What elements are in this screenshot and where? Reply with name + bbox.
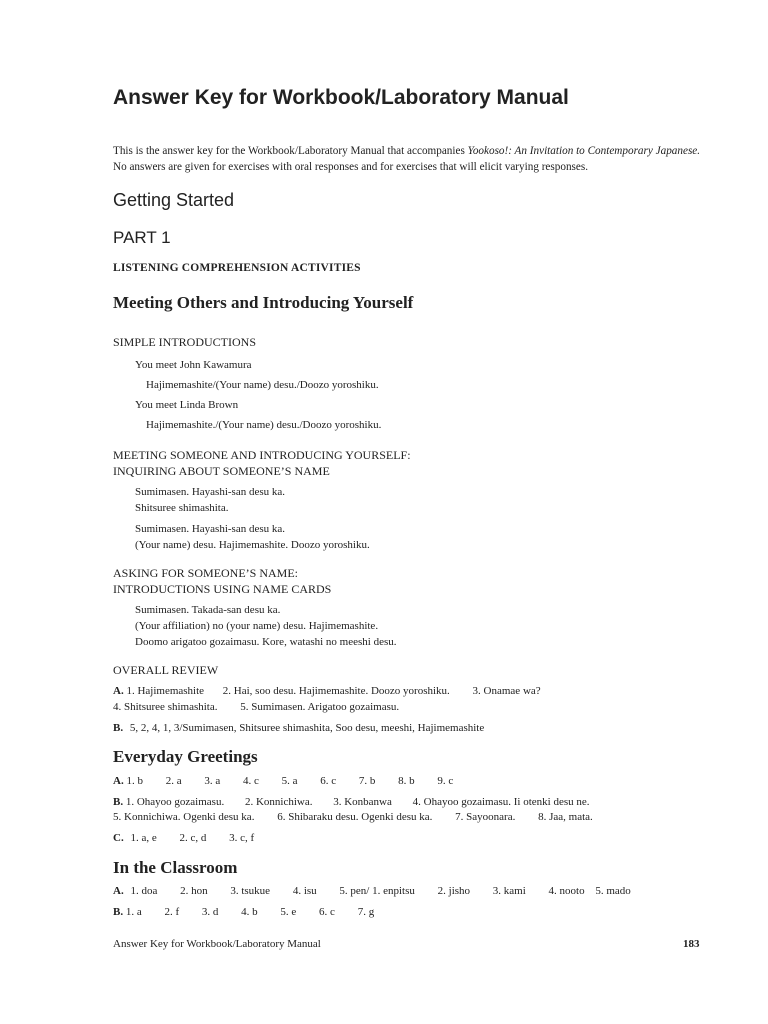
page-title: Answer Key for Workbook/Laboratory Manual xyxy=(113,86,569,109)
answer-item: 1. Hajimemashite xyxy=(126,685,205,697)
answer-item: 5, 2, 4, 1, 3/Sumimasen, Shitsuree shimashita, Soo desu, meeshi, Hajimemashite xyxy=(129,722,485,734)
greetings-b-row-2 xyxy=(113,811,593,823)
answer-item: 9. c xyxy=(437,775,454,787)
answer-item: 7. b xyxy=(358,775,376,787)
answer-item: 1. b xyxy=(126,775,143,787)
answer-item: 3. c, f xyxy=(229,832,255,844)
greetings-a-row xyxy=(113,775,453,787)
book-title: Yookoso!: An Invitation to Contemporary Japanese. xyxy=(467,145,701,157)
answer-item: 5. Konnichiwa. Ogenki desu ka. xyxy=(113,811,255,823)
dialogue-line: Doomo arigatoo gozaimasu. Kore, watashi no meeshi desu. xyxy=(135,636,397,648)
answer-item: 4. nooto xyxy=(548,885,585,897)
answer-item: 1. a xyxy=(125,906,142,918)
answer-item: 2. f xyxy=(164,906,180,918)
overall-review-heading: OVERALL REVIEW xyxy=(113,663,219,677)
answer-item: 8. b xyxy=(398,775,415,787)
classroom-a-row xyxy=(113,885,631,897)
answer-item: 4. Shitsuree shimashita. xyxy=(113,701,218,713)
answer-item: 4. c xyxy=(242,775,259,787)
exercise-label: A. xyxy=(113,685,124,697)
answer-item: 2. jisho xyxy=(437,885,471,897)
review-b-row xyxy=(113,722,484,734)
answer-item: 5. Sumimasen. Arigatoo gozaimasu. xyxy=(240,701,400,713)
answer-item: 8. Jaa, mata. xyxy=(538,811,593,823)
simple-intro-line: You meet Linda Brown xyxy=(135,399,239,411)
intro-paragraph xyxy=(113,143,703,175)
answer-item: 7. Sayoonara. xyxy=(455,811,516,823)
answer-item: 4. isu xyxy=(292,885,317,897)
answer-item: 6. c xyxy=(320,775,337,787)
answer-item: 3. a xyxy=(204,775,221,787)
answer-item: 5. a xyxy=(281,775,298,787)
answer-item: 5. e xyxy=(280,906,297,918)
greetings-b-row xyxy=(113,796,590,808)
answer-item: 3. Onamae wa? xyxy=(472,685,541,697)
dialogue-line: Sumimasen. Takada-san desu ka. xyxy=(135,604,281,616)
exercise-label: A. xyxy=(113,885,124,897)
running-footer: Answer Key for Workbook/Laboratory Manual xyxy=(113,938,321,950)
answer-item: 3. tsukue xyxy=(230,885,271,897)
answer-item: 7. g xyxy=(357,906,375,918)
meeting-someone-heading: MEETING SOMEONE AND INTRODUCING YOURSELF: xyxy=(113,448,411,462)
chapter-heading: Getting Started xyxy=(113,190,235,210)
classroom-b-row xyxy=(113,906,374,918)
answer-item: 3. Konbanwa xyxy=(333,796,392,808)
answer-item: 6. c xyxy=(319,906,335,918)
greetings-c-row xyxy=(113,832,254,844)
review-a-row-2 xyxy=(113,701,399,713)
listening-heading: LISTENING COMPREHENSION ACTIVITIES xyxy=(113,262,361,274)
answer-item: 1. doa xyxy=(130,885,158,897)
asking-name-subheading: INTRODUCTIONS USING NAME CARDS xyxy=(113,582,332,596)
dialogue-line: (Your name) desu. Hajimemashite. Doozo yoroshiku. xyxy=(135,539,370,551)
simple-intro-line: You meet John Kawamura xyxy=(135,359,252,371)
answer-item: 4. b xyxy=(241,906,258,918)
answer-item: 2. Hai, soo desu. Hajimemashite. Doozo yoroshiku. xyxy=(222,685,450,697)
answer-item: 2. hon xyxy=(180,885,208,897)
simple-intro-line: Hajimemashite./(Your name) desu./Doozo yoroshiku. xyxy=(146,419,382,431)
exercise-label: B. xyxy=(113,906,124,918)
simple-intro-line: Hajimemashite/(Your name) desu./Doozo yoroshiku. xyxy=(146,379,379,391)
exercise-label: A. xyxy=(113,775,124,787)
dialogue-line: Shitsuree shimashita. xyxy=(135,502,229,514)
answer-item: 1. Ohayoo gozaimasu. xyxy=(125,796,225,808)
intro-text-start: This is the answer key for the Workbook/Laboratory Manual that accompanies xyxy=(113,145,468,157)
answer-item: 4. Ohayoo gozaimasu. Ii otenki desu ne. xyxy=(412,796,590,808)
meeting-section-heading: Meeting Others and Introducing Yourself xyxy=(113,293,414,312)
greetings-section-heading: Everyday Greetings xyxy=(113,747,258,766)
answer-item: 5. pen/ 1. enpitsu xyxy=(339,885,415,897)
dialogue-line: (Your affiliation) no (your name) desu. Hajimemashite. xyxy=(135,620,379,632)
exercise-label: B. xyxy=(113,722,124,734)
exercise-label: C. xyxy=(113,832,124,844)
meeting-someone-subheading: INQUIRING ABOUT SOMEONE’S NAME xyxy=(113,464,330,478)
dialogue-line: Sumimasen. Hayashi-san desu ka. xyxy=(135,523,285,535)
page-number: 183 xyxy=(683,938,700,950)
classroom-section-heading: In the Classroom xyxy=(113,858,238,877)
answer-item: 3. d xyxy=(201,906,219,918)
answer-item: 5. mado xyxy=(595,885,631,897)
simple-intro-heading: SIMPLE INTRODUCTIONS xyxy=(113,335,257,349)
asking-name-heading: ASKING FOR SOMEONE’S NAME: xyxy=(113,566,299,580)
part-heading: PART 1 xyxy=(113,228,171,247)
dialogue-line: Sumimasen. Hayashi-san desu ka. xyxy=(135,486,285,498)
answer-item: 1. a, e xyxy=(130,832,157,844)
review-a-row xyxy=(113,685,541,697)
answer-item: 2. a xyxy=(165,775,182,787)
answer-item: 2. c, d xyxy=(179,832,207,844)
answer-item: 2. Konnichiwa. xyxy=(244,796,313,808)
answer-item: 3. kami xyxy=(492,885,526,897)
intro-text-end: No answers are given for exercises with oral responses and for exercises that will elicit varying responses. xyxy=(113,161,589,173)
answer-item: 6. Shibaraku desu. Ogenki desu ka. xyxy=(277,811,433,823)
exercise-label: B. xyxy=(113,796,124,808)
